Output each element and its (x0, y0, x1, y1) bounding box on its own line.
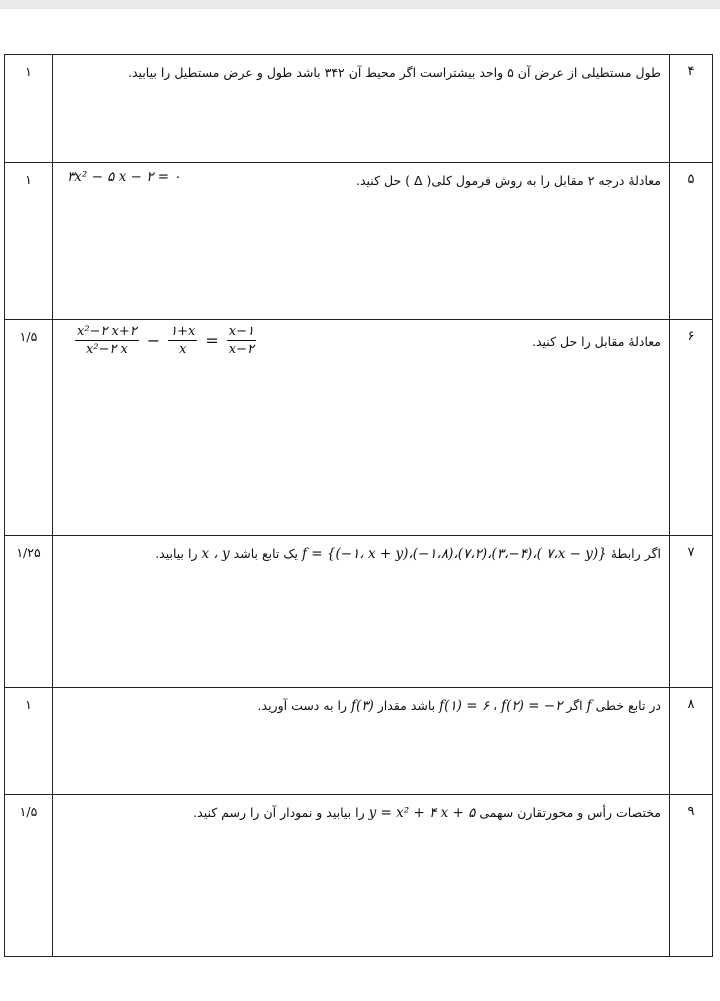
question-text (61, 544, 661, 564)
fraction-1-numerator: x²−۲ x+۲ (77, 324, 137, 339)
text-d: را به دست آورید. (257, 698, 348, 713)
text-a: مختصات رأس و محورتقارن سهمی (479, 805, 661, 820)
fraction-3 (227, 324, 256, 357)
question-cell (53, 795, 670, 957)
condition-1: f(۱) = ۶ (439, 698, 490, 714)
text-c: باشد مقدار (377, 698, 436, 713)
question-cell (53, 536, 670, 688)
question-text: معادلهٔ مقابل را حل کنید. (531, 334, 661, 349)
equals-sign: = (205, 331, 219, 350)
score-cell: ۱/۲۵ (5, 536, 53, 688)
question-number: ۷ (670, 536, 713, 688)
question-row-7 (5, 536, 713, 688)
target-value: f(۳) (351, 698, 374, 714)
relation-set: f = {(−۱، x + y)،(−۱،۸)،(۷،۲)،(۳،−۴)،( ۷،x − y)} (302, 546, 607, 562)
text-b: اگر (566, 698, 583, 713)
question-number: ۶ (670, 320, 713, 536)
text-a: در تابع خطی (595, 698, 661, 713)
question-row-5 (5, 163, 713, 320)
question-row-9 (5, 795, 713, 957)
fraction-2-denominator: x (179, 342, 187, 357)
score-cell: ۱ (5, 163, 53, 320)
quadratic-equation: ۳x² − ۵ x − ۲ = ۰ (67, 169, 181, 185)
text-b: را بیابید و نمودار آن را رسم کنید. (193, 805, 365, 820)
fraction-2 (168, 324, 197, 357)
question-cell (53, 55, 670, 163)
rational-equation (71, 324, 260, 357)
condition-2: f(۲) = −۲ (501, 698, 563, 714)
fraction-3-denominator: x−۲ (228, 342, 255, 357)
question-number: ۵ (670, 163, 713, 320)
exam-questions-table (4, 54, 713, 957)
fraction-2-numerator: ۱+x (170, 324, 196, 339)
variables: x ، y (201, 546, 230, 562)
question-cell (53, 163, 670, 320)
fraction-1-denominator: x²−۲ x (85, 342, 128, 357)
fraction-3-numerator: x−۱ (228, 324, 255, 339)
question-cell (53, 320, 670, 536)
score-cell: ۱/۵ (5, 795, 53, 957)
question-number: ۸ (670, 688, 713, 795)
fraction-1 (75, 324, 139, 357)
question-text: طول مستطیلی از عرض آن ۵ واحد بیشتراست اگر محیط آن ۳۴۲ باشد طول و عرض مستطیل را بیابید. (128, 65, 661, 80)
function-name: f (586, 698, 592, 714)
text-mid: یک تابع باشد (233, 546, 299, 561)
question-row-8 (5, 688, 713, 795)
question-row-4 (5, 55, 713, 163)
score-cell: ۱ (5, 55, 53, 163)
question-row-6 (5, 320, 713, 536)
question-text (258, 696, 661, 716)
top-toolbar-strip (0, 0, 720, 9)
question-number: ۹ (670, 795, 713, 957)
text-end: را بیابید. (155, 546, 198, 561)
text-start: اگر رابطهٔ (610, 546, 661, 561)
separator: ، (493, 698, 498, 713)
score-cell: ۱ (5, 688, 53, 795)
score-cell: ۱/۵ (5, 320, 53, 536)
parabola-equation: y = x² + ۴ x + ۵ (368, 805, 476, 821)
question-text (193, 803, 661, 823)
question-cell (53, 688, 670, 795)
minus-sign: − (146, 331, 161, 350)
question-number: ۴ (670, 55, 713, 163)
question-text: معادلهٔ درجه ۲ مقابل را به روش فرمول کلی( Δ ) حل کنید. (355, 173, 661, 188)
